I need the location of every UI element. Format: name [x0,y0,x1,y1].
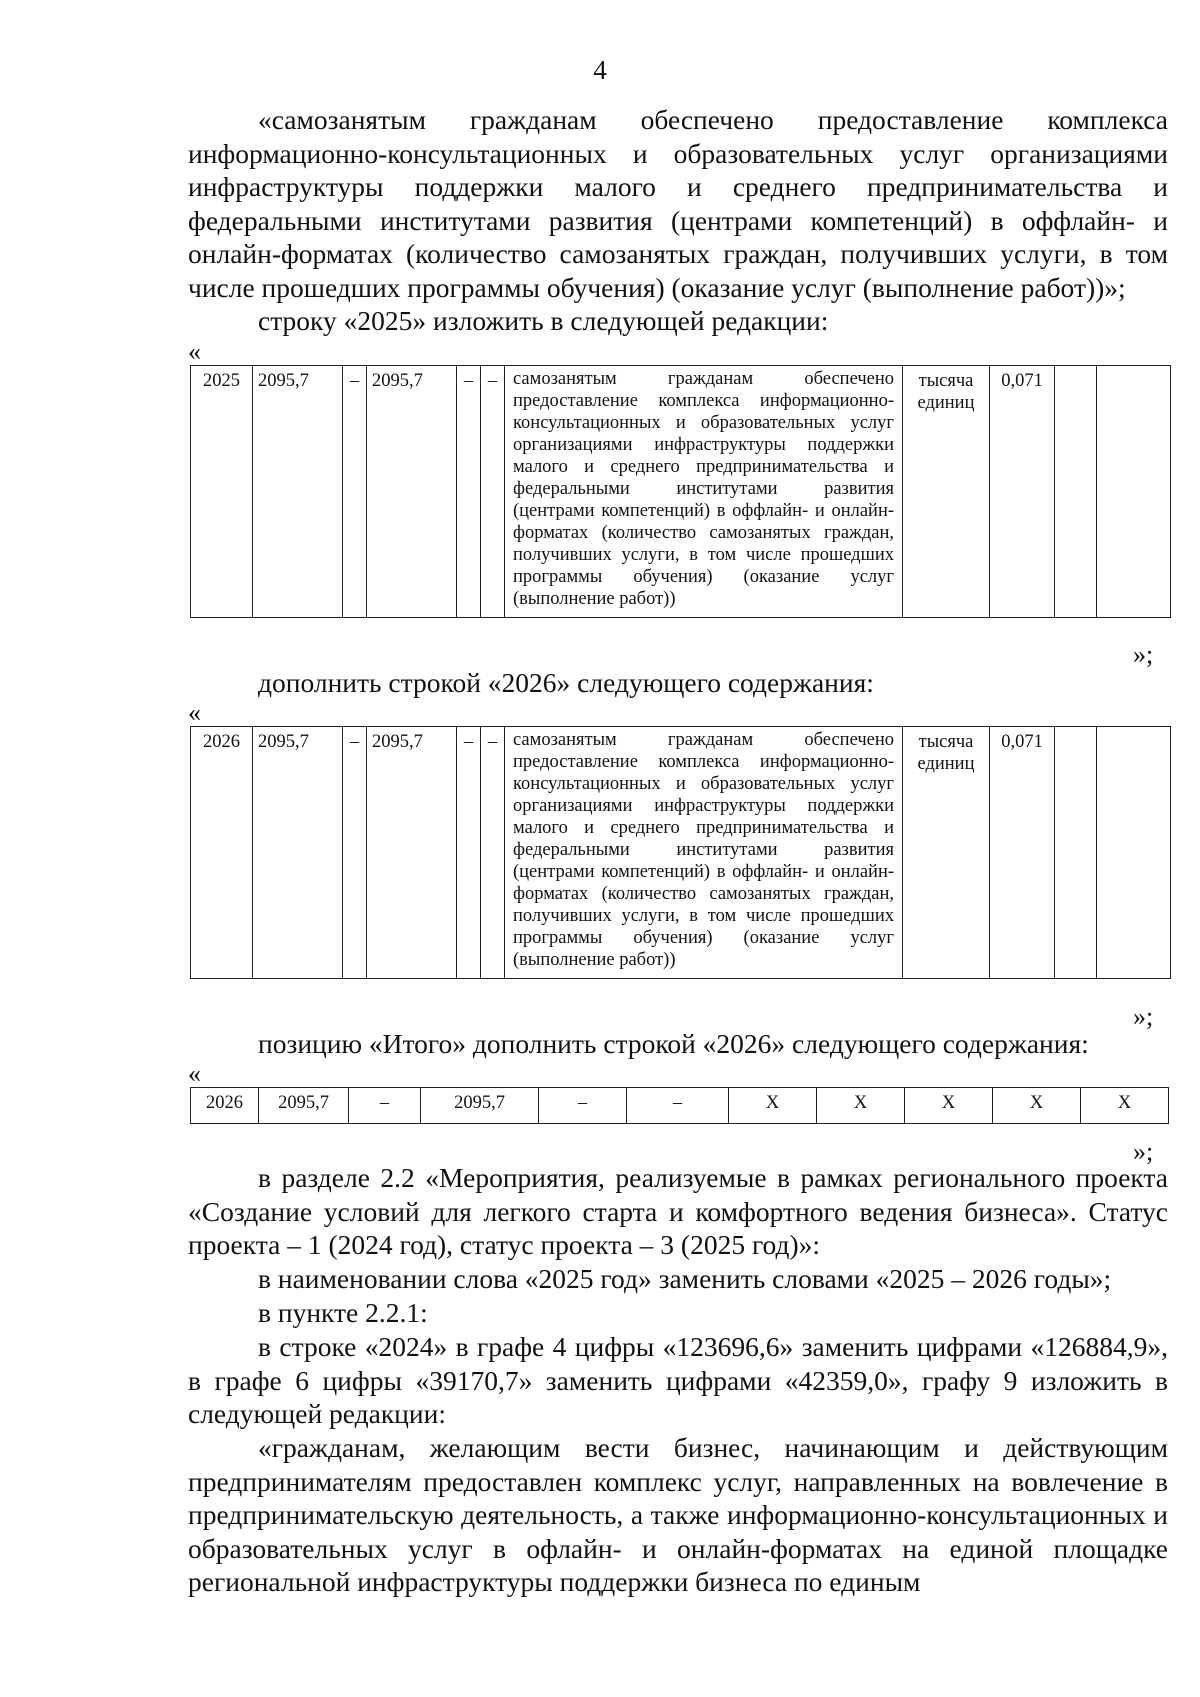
cell-description: самозанятым гражданам обеспечено предоставление комплекса информационно-консультационных и образовательных услуг организациями инфраструктуры поддержки малого и среднего предпринимательства и федеральными институтами развития (центрами компетенций) в оффлайн- и онлайн- форматах (количество самозанятых граждан, получивших услуги, в том числе прошедших программы обучения) (оказание услуг (выполнение работ)) [505,366,903,618]
table-row-2025 [190,365,1171,618]
table-row-2026 [190,726,1171,979]
itogo-cell-x: Х [817,1088,905,1124]
itogo-cell-amount: 2095,7 [421,1088,539,1124]
cell-total: 2095,7 [253,727,343,979]
itogo-cell-x: Х [905,1088,993,1124]
cell-unit: тысяча единиц [903,727,990,979]
itogo-cell-dash: – [539,1088,627,1124]
cell-dash: – [457,727,481,979]
cell-value: 0,071 [990,727,1055,979]
itogo-cell-x: Х [1081,1088,1169,1124]
cell-dash: – [457,366,481,618]
cell-amount: 2095,7 [367,727,457,979]
cell-total: 2095,7 [253,366,343,618]
cell-dash: – [481,366,505,618]
cell-description: самозанятым гражданам обеспечено предоставление комплекса информационно-консультационных и образовательных услуг организациями инфраструктуры поддержки малого и среднего предпринимательства и федеральными институтами развития (центрами компетенций) в оффлайн- и онлайн- форматах (количество самозанятых граждан, получивших услуги, в том числе прошедших программы обучения) (оказание услуг (выполнение работ)) [505,727,903,979]
itogo-cell-x: Х [993,1088,1081,1124]
paragraph-instruction-2025: строку «2025» изложить в следующей редакции: [258,305,829,336]
itogo-cell-dash: – [349,1088,421,1124]
itogo-cell-total: 2095,7 [259,1088,349,1124]
open-quote-3: « [188,1059,201,1088]
cell-value: 0,071 [990,366,1055,618]
open-quote-1: « [188,337,201,366]
open-quote-2: « [188,698,201,727]
paragraph-quote-2: «гражданам, желающим вести бизнес, начинающим и действующим предпринимателям предоставлен комплекс услуг, направленных на вовлечение в предпринимательскую деятельность, а также информационно-консультационных и образовательных услуг в офлайн- и онлайн-форматах на единой площадке региональной инфраструктуры поддержки бизнеса по единым [188,1432,1168,1597]
paragraph-quote-1: «самозанятым гражданам обеспечено предоставление комплекса информационно-консультационных и образовательных услуг организациями инфраструктуры поддержки малого и среднего предпринимательства и федеральными институтами развития (центрами компетенций) в оффлайн- и онлайн-форматах (количество самозанятых граждан, получивших услуги, в том числе прошедших программы обучения) (оказание услуг (выполнение работ))»; [188,104,1168,303]
itogo-cell-year: 2026 [191,1088,259,1124]
paragraph-instruction-2026: дополнить строкой «2026» следующего содержания: [258,667,874,698]
itogo-cell-x: Х [729,1088,817,1124]
cell-dash: – [481,727,505,979]
paragraph-rename: в наименовании слова «2025 год» заменить словами «2025 – 2026 годы»; [258,1263,1112,1294]
close-quote-1: »; [1133,640,1154,669]
close-quote-2: »; [1133,1002,1154,1031]
close-quote-3: »; [1133,1137,1154,1166]
cell-empty [1055,366,1097,618]
paragraph-instruction-itogo: позицию «Итого» дополнить строкой «2026» следующего содержания: [258,1028,1089,1059]
cell-empty [1055,727,1097,979]
page-number: 4 [593,55,607,85]
cell-empty [1097,727,1171,979]
cell-year: 2026 [191,727,253,979]
cell-unit: тысяча единиц [903,366,990,618]
cell-empty [1097,366,1171,618]
table-itogo-2026 [190,1087,1169,1124]
itogo-cell-dash: – [627,1088,729,1124]
paragraph-point-2-2-1: в пункте 2.2.1: [258,1297,428,1328]
cell-dash: – [343,366,367,618]
paragraph-row-2024: в строке «2024» в графе 4 цифры «123696,6» заменить цифрами «126884,9», в графе 6 цифры «39170,7» заменить цифрами «42359,0», графу 9 изложить в следующей редакции: [188,1331,1168,1429]
cell-year: 2025 [191,366,253,618]
cell-amount: 2095,7 [367,366,457,618]
paragraph-section-2-2: в разделе 2.2 «Мероприятия, реализуемые в рамках регионального проекта «Создание условий для легкого старта и комфортного ведения бизнеса». Статус проекта – 1 (2024 год), статус проекта – 3 (2025 год)»: [188,1162,1168,1260]
cell-dash: – [343,727,367,979]
